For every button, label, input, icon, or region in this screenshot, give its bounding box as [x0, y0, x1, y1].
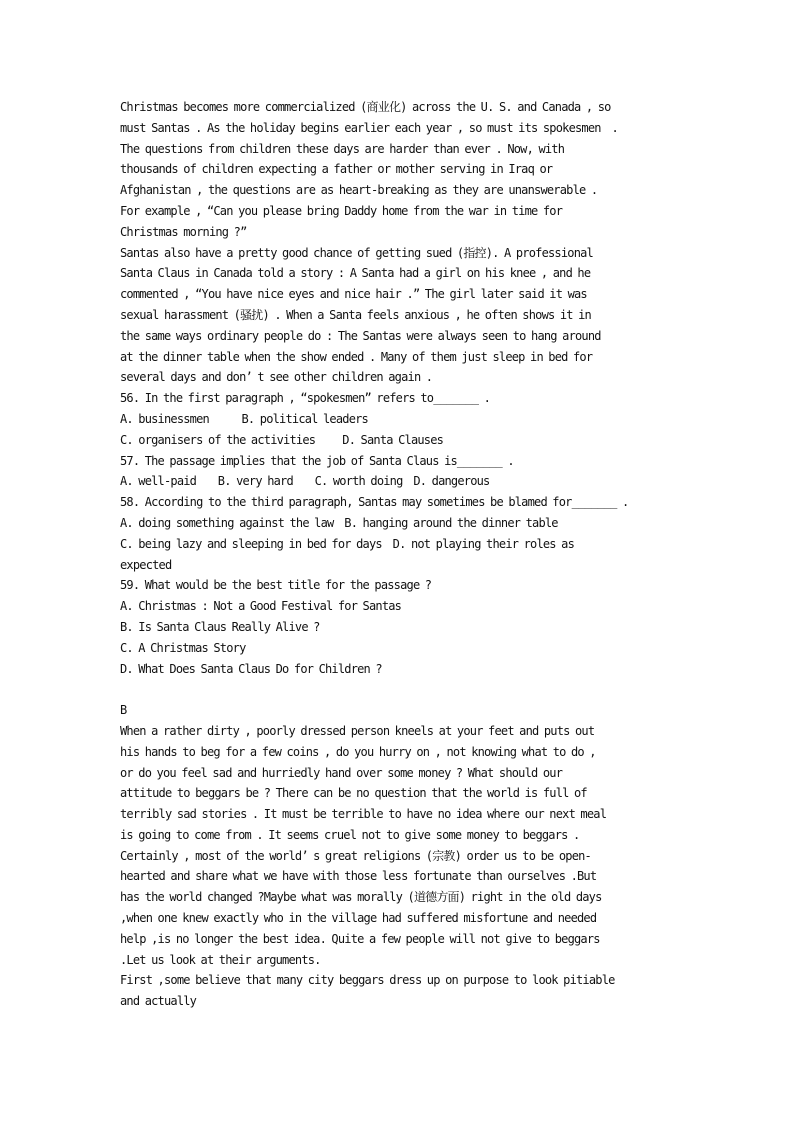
- passage-line: is going to come from . It seems cruel not to give some money to beggars .: [120, 827, 580, 842]
- question-options: A. Christmas : Not a Good Festival for Santas: [120, 599, 402, 614]
- question-options: A. doing something against the law B. hanging around the dinner table: [120, 515, 558, 530]
- question-options: C. being lazy and sleeping in bed for days D. not playing their roles as: [120, 536, 574, 551]
- passage-line: and actually: [120, 994, 197, 1009]
- question-56: [120, 388, 680, 450]
- question-options: A. well-paid B. very hard C. worth doing D. dangerous: [120, 474, 490, 489]
- passage-line: thousands of children expecting a father or mother serving in Iraq or: [120, 162, 553, 177]
- question-options: B. Is Santa Claus Really Alive ?: [120, 619, 320, 634]
- question-options: D. What Does Santa Claus Do for Children ?: [120, 661, 382, 676]
- question-options: expected: [120, 557, 172, 572]
- question-stem: 56. In the first paragraph , “spokesmen” refers to_______ .: [120, 391, 491, 406]
- passage-line: hearted and share what we have with those less fortunate than ourselves .But: [120, 869, 597, 884]
- document-page: [120, 97, 680, 1012]
- spacer: [120, 679, 680, 700]
- question-stem: 59. What would be the best title for the passage ?: [120, 578, 432, 593]
- question-58: [120, 492, 680, 575]
- question-59: [120, 575, 680, 679]
- passage-line: sexual harassment (骚扰) . When a Santa feels anxious , he often shows it in: [120, 307, 591, 322]
- passage-line: commented , “You have nice eyes and nice hair .” The girl later said it was: [120, 287, 587, 302]
- passage-line: at the dinner table when the show ended . Many of them just sleep in bed for: [120, 349, 593, 364]
- question-options: C. organisers of the activities D. Santa Clauses: [120, 432, 444, 447]
- passage-b: [120, 700, 680, 1012]
- passage-line: has the world changed ?Maybe what was morally (道德方面) right in the old days: [120, 890, 602, 905]
- passage-line: Afghanistan , the questions are as heart-breaking as they are unanswerable .: [120, 183, 598, 198]
- passage-line: attitude to beggars be ? There can be no question that the world is full of: [120, 786, 587, 801]
- passage-line: several days and don’ t see other children again .: [120, 370, 433, 385]
- passage-line: .Let us look at their arguments.: [120, 952, 321, 967]
- passage-line: terribly sad stories . It must be terrible to have no idea where our next meal: [120, 807, 607, 822]
- question-57: [120, 451, 680, 493]
- passage-line: First ,some believe that many city beggars dress up on purpose to look pitiable: [120, 973, 615, 988]
- passage-line: When a rather dirty , poorly dressed person kneels at your feet and puts out: [120, 723, 595, 738]
- question-options: C. A Christmas Story: [120, 640, 246, 655]
- passage-line: Certainly , most of the world’ s great religions (宗教) order us to be open-: [120, 848, 591, 863]
- passage-line: Santas also have a pretty good chance of getting sued (指控). A professional: [120, 245, 593, 260]
- question-options: A. businessmen B. political leaders: [120, 411, 368, 426]
- question-stem: 58. According to the third paragraph, Santas may sometimes be blamed for_______ .: [120, 495, 629, 510]
- passage-line: help ,is no longer the best idea. Quite a few people will not give to beggars: [120, 931, 600, 946]
- passage-a: [120, 97, 680, 388]
- passage-line: For example , “Can you please bring Daddy home from the war in time for: [120, 203, 563, 218]
- passage-line: must Santas . As the holiday begins earlier each year , so must its spokesmen .: [120, 120, 618, 135]
- passage-heading: B: [120, 703, 127, 718]
- passage-line: Santa Claus in Canada told a story : A Santa had a girl on his knee , and he: [120, 266, 591, 281]
- passage-line: Christmas becomes more commercialized (商业化) across the U. S. and Canada , so: [120, 100, 611, 114]
- question-stem: 57. The passage implies that the job of Santa Claus is_______ .: [120, 453, 514, 468]
- passage-line: ,when one knew exactly who in the village had suffered misfortune and needed: [120, 911, 597, 926]
- passage-line: the same ways ordinary people do : The Santas were always seen to hang around: [120, 328, 601, 343]
- passage-line: his hands to beg for a few coins , do you hurry on , not knowing what to do ,: [120, 744, 596, 759]
- passage-line: or do you feel sad and hurriedly hand over some money ? What should our: [120, 765, 563, 780]
- passage-line: Christmas morning ?”: [120, 224, 247, 239]
- passage-line: The questions from children these days are harder than ever . Now, with: [120, 141, 565, 156]
